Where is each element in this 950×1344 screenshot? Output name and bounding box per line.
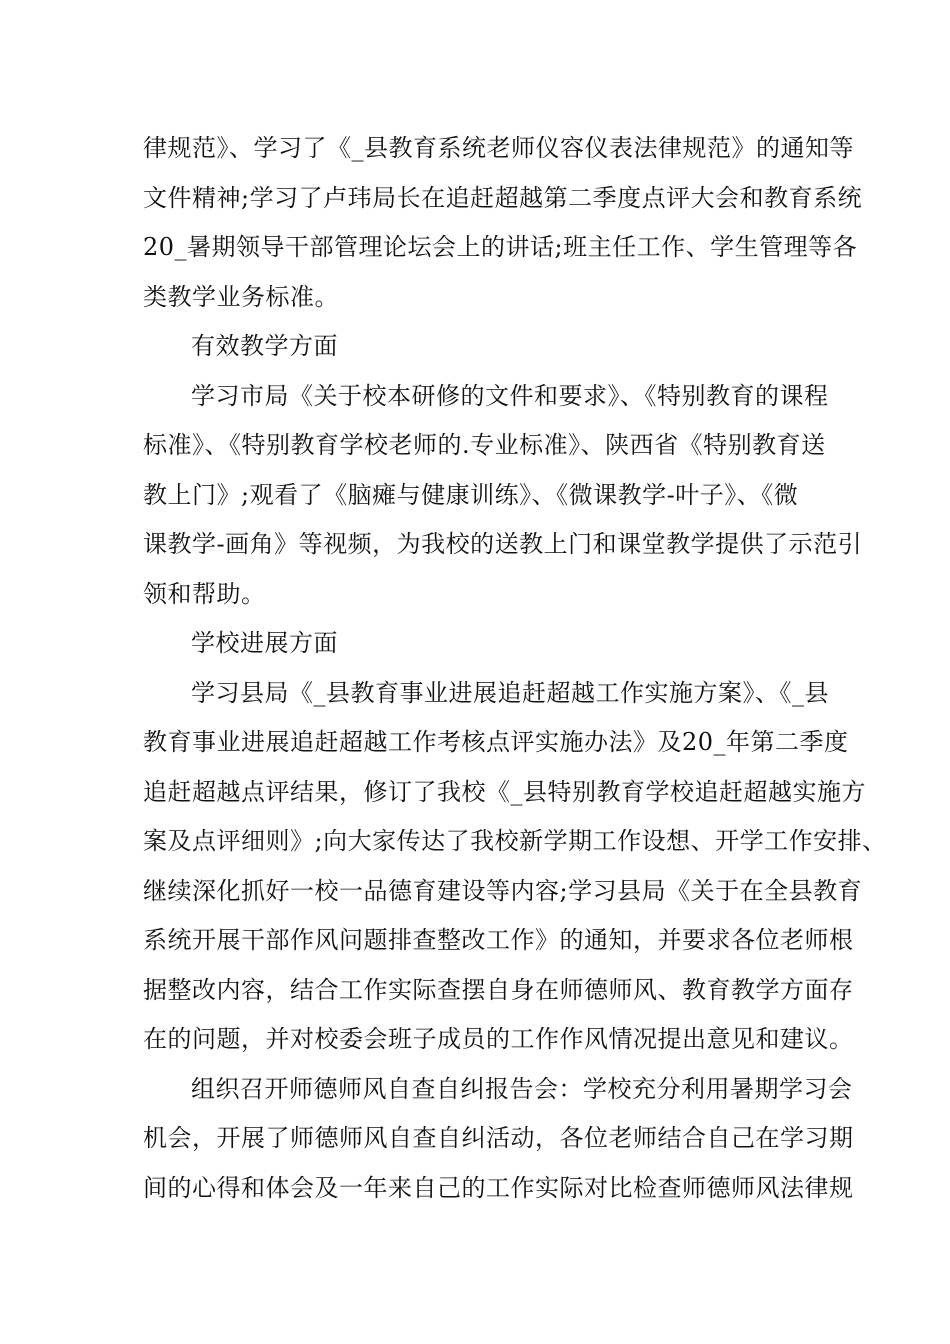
paragraph-start: 组织召开师德师风自查自纠报告会：学校充分利用暑期学习会 xyxy=(191,1074,853,1103)
section-heading: 有效教学方面 xyxy=(191,332,338,360)
text-line: 20_暑期领导干部管理论坛会上的讲话;班主任工作、学生管理等各 xyxy=(143,233,858,261)
text-line: 在的问题，并对校委会班子成员的工作作风情况提出意见和建议。 xyxy=(143,1025,854,1053)
text-line: 领和帮助。 xyxy=(143,579,266,608)
paragraph-start: 学习市局《关于校本研修的文件和要求》、《特别教育的课程 xyxy=(191,381,829,410)
text-line: 系统开展干部作风问题排查整改工作》的通知，并要求各位老师根 xyxy=(143,926,854,954)
paragraph-start: 学习县局《_县教育事业进展追赶超越工作实施方案》、《_县 xyxy=(191,678,829,707)
text-line: 继续深化抓好一校一品德育建设等内容;学习县局《关于在全县教育 xyxy=(143,876,863,905)
text-line: 间的心得和体会及一年来自己的工作实际对比检查师德师风法律规 xyxy=(143,1173,854,1202)
text-line: 文件精神;学习了卢玮局长在追赶超越第二季度点评大会和教育系统 xyxy=(143,183,863,212)
text-line: 教育事业进展追赶超越工作考核点评实施办法》及20_年第二季度 xyxy=(143,728,849,756)
section-heading: 学校进展方面 xyxy=(191,629,338,657)
text-line: 标准》、《特别教育学校老师的.专业标准》、陕西省《特别教育送 xyxy=(143,431,826,459)
document-body xyxy=(143,124,887,1213)
text-line: 课教学-画角》等视频，为我校的送教上门和课堂教学提供了示范引 xyxy=(143,530,863,558)
text-line: 机会，开展了师德师风自查自纠活动，各位老师结合自己在学习期 xyxy=(143,1124,854,1152)
text-line: 类教学业务标准。 xyxy=(143,282,339,311)
text-line: 案及点评细则》;向大家传达了我校新学期工作设想、开学工作安排、 xyxy=(143,827,887,855)
text-line: 据整改内容，结合工作实际查摆自身在师德师风、教育教学方面存 xyxy=(143,975,854,1004)
text-line: 教上门》;观看了《脑瘫与健康训练》、《微课教学-叶子》、《微 xyxy=(143,480,799,509)
text-line: 律规范》、学习了《_县教育系统老师仪容仪表法律规范》的通知等 xyxy=(143,134,854,162)
text-line: 追赶超越点评结果，修订了我校《_县特别教育学校追赶超越实施方 xyxy=(143,777,866,806)
